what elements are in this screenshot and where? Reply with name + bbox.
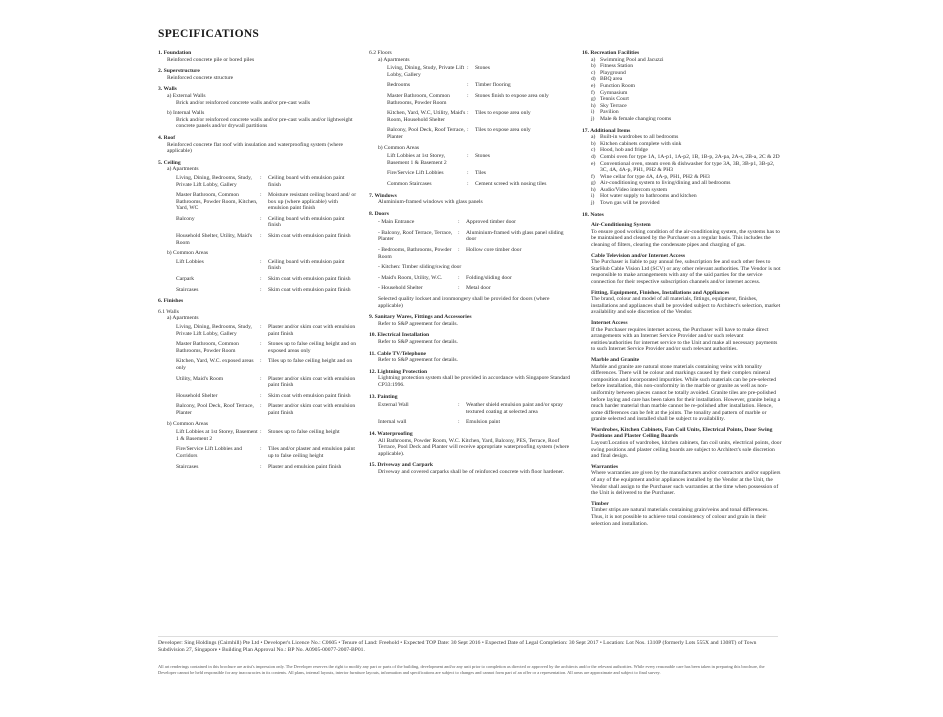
colon-separator: : (260, 324, 262, 330)
section-electrical (369, 332, 574, 345)
note-text: Layout/Location of wardrobes, kitchen cabinets, fan coil units, electrical points, door swing positions and plaster ceiling boards are subject to Architect's sole discretion and final design. (591, 440, 782, 460)
subsection-heading: b) Common Areas (167, 420, 209, 427)
section-roof (158, 135, 358, 155)
spec-row-label: Balcony, Pool Deck, Roof Terrace, Planter (176, 403, 254, 416)
spec-row-value: Plaster and/or skim coat with emulsion paint finish (268, 403, 356, 416)
subsection-heading: b) Common Areas (167, 250, 209, 257)
section-lightning (369, 369, 574, 389)
colon-separator: : (260, 276, 262, 283)
list-text: Built-in wardrobes to all bedrooms (600, 134, 679, 141)
spec-row-label: - Kitchen: Timber sliding/swing door (378, 264, 462, 271)
list-marker: i) (591, 109, 595, 116)
colon-separator: : (467, 65, 469, 72)
list-item (591, 193, 782, 200)
colon-separator: : (260, 375, 262, 382)
spec-row (176, 341, 358, 354)
section-heading: 6. Finishes (158, 298, 184, 305)
colon-separator: : (467, 170, 469, 177)
spec-row-value: Skim coat with emulsion paint finish (268, 392, 351, 399)
list-text: Kitchen cabinets complete with sink (600, 140, 682, 147)
spec-row-value: Tiles up to false ceiling height and on (268, 358, 353, 365)
section-heading: 18. Notes (582, 211, 604, 218)
section-floors (369, 50, 574, 188)
spec-row-value: Skim coat with emulsion paint finish (268, 233, 351, 240)
list-text: Gymnasium (600, 89, 628, 96)
spec-column-1 (158, 50, 358, 475)
section-walls (158, 86, 358, 130)
section-heading: 11. Cable TV/Telephone (369, 350, 427, 357)
colon-separator: : (260, 215, 262, 222)
notes-list (582, 222, 782, 527)
spec-row-label: Household Shelter, Utility, Maid's Room (176, 233, 253, 246)
spec-row (176, 393, 358, 400)
list-item (591, 187, 782, 194)
note-heading: Air-Conditioning System (591, 222, 651, 229)
spec-row (176, 403, 358, 416)
spec-row-label: Living, Dining, Study, Private Lift Lobby, Gallery (387, 65, 465, 78)
list-text: Pavilion (600, 109, 619, 116)
list-item (591, 76, 782, 83)
list-item (591, 96, 782, 103)
note-text: The brand, colour and model of all materials, fittings, equipment, finishes, installations and appliances shall be provided subject to Architect's selection, market availability and sole discretion of the Vendor. (591, 296, 781, 316)
spec-row (387, 170, 574, 177)
spec-row-value: Tiles and/or plaster and emulsion paint up to false ceiling height (268, 446, 355, 459)
section-ceiling (158, 160, 358, 294)
list-text: BBQ area (600, 76, 623, 83)
note-text: The Purchaser is liable to pay annual fee, subscription fee and such other fees to StarHub Cable Vision Ltd (SCV) or any other relevant authorities. The Vendor is not responsible to make arrangements with any of the said parties for the service connection for their respective subscription channels and/or internet access. (591, 259, 781, 285)
spec-row (176, 276, 358, 283)
colon-separator: : (458, 229, 460, 236)
spec-row (378, 275, 574, 282)
list-item (591, 174, 782, 181)
note-heading: Cable Television and/or Internet Access (591, 252, 686, 259)
page-title: SPECIFICATIONS (158, 28, 260, 40)
colon-separator: : (467, 92, 469, 99)
list-item (591, 161, 782, 174)
list-text: Air-conditioning system to living/dining and all bedrooms (600, 180, 731, 187)
spec-row-label: Staircases (176, 286, 199, 293)
spec-row-value: Ceiling board with emulsion paint finish (268, 174, 345, 188)
colon-separator: : (467, 127, 469, 134)
spec-row-label: Balcony, Pool Deck, Roof Terrace, Planter (387, 127, 465, 140)
spec-row-value: Tiles to expose area only (475, 110, 531, 117)
subsection-heading: b) Internal Walls (167, 110, 205, 117)
section-heading: 3. Walls (158, 86, 177, 93)
spec-row-label: Fire/Service Lift Lobbies and Corridors (176, 446, 243, 459)
list-marker: b) (591, 63, 596, 70)
section-sanitary (369, 314, 574, 327)
spec-row-label: Carpark (176, 276, 195, 283)
note-heading: Fitting, Equipment, Finishes, Installations and Appliances (591, 289, 730, 296)
colon-separator: : (458, 274, 460, 281)
section-doors (369, 211, 574, 310)
colon-separator: : (458, 419, 460, 426)
section-heading: 14. Waterproofing (369, 430, 413, 437)
spec-row (387, 65, 574, 78)
spec-row-label: Lift Lobbies at 1st Storey, Basement 1 & Basement 2 (387, 153, 447, 166)
spec-table (369, 402, 574, 426)
colon-separator: : (260, 429, 262, 436)
spec-row (176, 259, 358, 272)
colon-separator: : (260, 446, 262, 453)
section-foundation (158, 50, 358, 63)
list-text: Fitness Station (600, 63, 634, 70)
spec-row (176, 376, 358, 389)
spec-row-label: Lift Lobbies (176, 258, 204, 265)
list-item (591, 134, 782, 141)
list-item (591, 57, 782, 64)
colon-separator: : (458, 219, 460, 226)
item-list (582, 57, 782, 123)
spec-row-value: Moisture resistant ceiling board and/ or box up (where applicable) with emulsion paint finish (268, 192, 357, 212)
note-text: Where warranties are given by the manufacturers and/or contractors and/or suppliers of any of the equipment and/or appliances installed by the Vendor at the Unit, the Vendor shall assign to the Purchaser such warranties at the time when possession of the Unit is delivered to the Purchaser. (591, 470, 781, 497)
spec-row-label: - Maid's Room, Utility, W.C. (378, 274, 443, 281)
spec-row-label: Master Bathroom, Common Bathrooms, Powder Room, Kitchen, Yard, WC (176, 192, 258, 212)
section-heading: 7. Windows (369, 192, 397, 199)
note-text: Timber strips are natural materials containing grain/veins and tonal differences. Thus, it is not possible to achieve total consistency of colour and grain in their selection and installation. (591, 507, 769, 527)
list-item (591, 147, 782, 154)
list-item (591, 109, 782, 116)
section-additional-items (582, 128, 782, 207)
spec-row-value: Approved timber door (466, 219, 517, 226)
colon-separator: : (260, 392, 262, 399)
subsection-heading: a) External Walls (167, 92, 206, 99)
spec-row-label: Common Staircases (387, 180, 432, 187)
section-heading: 16. Recreation Facilities (582, 50, 640, 56)
section-text: Refer to S&P agreement for details. (378, 339, 458, 345)
colon-separator: : (467, 180, 469, 187)
spec-row (176, 216, 358, 229)
list-marker: h) (591, 186, 596, 193)
spec-row-label: Staircases (176, 463, 199, 470)
spec-column-2 (369, 50, 574, 481)
spec-row-value: Ceiling board with emulsion paint finish (268, 258, 345, 272)
colon-separator: : (260, 463, 262, 470)
spec-row-label: - Household Shelter (378, 285, 423, 292)
list-text: Function Room (600, 82, 635, 89)
spec-column-3 (582, 50, 782, 532)
spec-row-value: Hollow core timber door (466, 247, 522, 254)
spec-row-label: Internal wall (378, 419, 407, 426)
section-finishes (158, 298, 358, 470)
colon-separator: : (467, 153, 469, 160)
spec-row (176, 429, 358, 442)
spec-table (369, 153, 574, 187)
list-item (591, 103, 782, 110)
subsection-heading: a) Apartments (167, 166, 199, 173)
section-cable-tv (369, 351, 574, 364)
spec-row (387, 82, 574, 89)
note-text: If the Purchaser requires internet access, the Purchaser will have to make direct arrangements with an Internet Service Provider and/or such relevant entities/authorities for internet service to the Unit and make all necessary payments to such Internet Service Provider and/or such relevant authorities. (591, 326, 778, 353)
spec-row-value: Timber flooring (475, 82, 511, 89)
list-item (591, 200, 782, 207)
list-text: Audio/Video intercom system (600, 186, 668, 193)
section-heading: 4. Roof (158, 134, 176, 141)
section-waterproofing (369, 431, 574, 457)
list-item (591, 154, 782, 161)
list-marker: a) (591, 134, 596, 141)
spec-row-label: Utility, Maid's Room (176, 375, 224, 382)
section-text: Driveway and covered carparks shall be of reinforced concrete with floor hardener. (378, 468, 565, 475)
list-text: Tennis Court (600, 96, 629, 103)
spec-row-value: Tiles (475, 170, 486, 177)
list-marker: e) (591, 160, 596, 167)
section-heading: 9. Sanitary Wares, Fittings and Accessories (369, 314, 472, 321)
colon-separator: : (260, 403, 262, 410)
spec-row (176, 192, 358, 212)
list-marker: f) (591, 173, 595, 180)
spec-row-value: Plaster and/or skim coat with emulsion paint finish (268, 324, 356, 337)
list-marker: g) (591, 96, 596, 103)
spec-row-value: Cement screed with nosing tiles (475, 180, 547, 187)
colon-separator: : (458, 285, 460, 292)
spec-row-label: - Balcony, Roof Terrace, Terrace, Planter (378, 229, 453, 243)
section-text: Reinforced concrete structure (167, 74, 234, 81)
spec-row-value: Folding/sliding door (466, 274, 512, 281)
spec-row-value: Stones (475, 153, 490, 160)
list-text: Hot water supply to bathrooms and kitchen (600, 193, 697, 200)
subsection-heading: a) Apartments (167, 315, 199, 322)
spec-row-value: Stones (475, 65, 490, 72)
section-text: Reinforced concrete flat roof with insulation and waterproofing system (where applicable) (167, 141, 343, 155)
developer-info: Developer: Sing Holdings (Cairnhill) Pte Ltd • Developer's Licence No.: C0605 • Tenure of Land: Freehold • Expected TOP Date: 30 Sept 2016 • Expected Date of Legal Completion: 30 Sept 2017 • Location: Lot Nos. 1310P (formerly Lots 555X and 1308T) of Town Subdivision 27, Singapore • Building Plan Approval No.: BP No. A0905-00077-2007-BP01. (158, 640, 757, 653)
spec-row-value: Tiles to expose area only (475, 127, 531, 134)
spec-table (369, 65, 574, 140)
spec-row (378, 419, 574, 426)
section-driveway (369, 462, 574, 475)
list-marker: a) (591, 56, 596, 63)
spec-row (378, 219, 574, 226)
section-heading: 1. Foundation (158, 50, 192, 56)
section-painting (369, 394, 574, 426)
spec-row (387, 110, 574, 123)
spec-row (387, 181, 574, 188)
spec-row (378, 402, 574, 415)
list-marker: g) (591, 180, 596, 187)
note-heading: Marble and Granite (591, 356, 640, 363)
list-text: Conventional oven, steam oven & dishwasher for type 3A, 3B, 3B-p1, 3B-p2, 3C, 4A, 4A-p, PH1, PH2 & PH3 (600, 160, 775, 174)
list-text: Playground (600, 69, 626, 76)
list-text: Male & female changing rooms (600, 115, 672, 122)
spec-row-label: Kitchen, Yard, W.C. exposed areas only (176, 358, 254, 371)
list-marker: f) (591, 89, 595, 96)
section-text: Lightning protection system shall be provided in accordance with Singapore Standard CP33:1996. (378, 375, 571, 388)
item-list (582, 134, 782, 207)
spec-row-value: Plaster and emulsion paint finish (268, 463, 342, 470)
section-heading: 12. Lightning Protection (369, 368, 428, 375)
list-text: Town gas will be provided (600, 200, 660, 207)
list-text: Hood, hob and fridge (600, 147, 648, 154)
list-text: Combi oven for type 1A, 1A-p1, 1A-p2, 1B, 1B-p, 2A-pa, 2A-s, 2B-a, 2C & 2D (600, 153, 780, 160)
footer-divider (158, 636, 778, 637)
spec-row-label: Kitchen, Yard, W.C, Utility, Maid's Room, Household Shelter (387, 110, 466, 123)
spec-row-value: Stones finish to expose area only (475, 92, 549, 99)
list-text: Swimming Pool and Jacuzzi (600, 56, 664, 63)
spec-row (378, 264, 574, 271)
section-text: Brick and/or reinforced concrete walls and/or pre-cast walls (176, 99, 311, 106)
list-item (591, 180, 782, 187)
list-text: Sky Terrace (600, 102, 627, 109)
spec-row (176, 175, 358, 188)
section-recreation (582, 50, 782, 123)
spec-row (387, 153, 574, 166)
section-text: Refer to S&P agreement for details. (378, 320, 458, 327)
colon-separator: : (260, 233, 262, 240)
colon-separator: : (467, 82, 469, 89)
colon-separator: : (260, 258, 262, 265)
spec-row (176, 233, 358, 246)
spec-table (158, 259, 358, 293)
spec-row-label: Fire/Service Lift Lobbies (387, 170, 444, 177)
colon-separator: : (458, 402, 460, 409)
spec-row (176, 287, 358, 294)
list-marker: h) (591, 102, 596, 109)
note-text: Marble and granite are natural stone materials containing veins with tonality differences. There will be colour and markings caused by their complex mineral composition and incorporated impurities. While such materials can be pre-selected before installation, this non-conformity in the marble or granite as well as non-uniformity between pieces cannot be totally avoided. Granite tiles are pre-polished before laying and care has been taken for their installation. However, granite being a much harder material than marble cannot be re-polished after installation. Hence, some differences can be felt at the joints. The tonality and pattern of marble or granite selected and installed shall be subject to availability. (591, 363, 781, 423)
list-marker: d) (591, 76, 596, 83)
note-heading: Timber (591, 500, 609, 507)
spec-row-label: Master Bathroom, Common Bathrooms, Powder Room (176, 341, 239, 354)
section-heading: 13. Painting (369, 393, 398, 400)
spec-table (158, 175, 358, 246)
spec-row (176, 358, 358, 371)
spec-row (176, 464, 358, 471)
list-marker: e) (591, 82, 596, 89)
section-text: Brick and/or reinforced concrete walls and/or pre-cast walls and/or lightweight concrete panels and/or drywall partitions (176, 116, 353, 130)
note-heading: Internet Access (591, 319, 628, 326)
spec-row-value: Plaster and/or skim coat with emulsion paint finish (268, 375, 356, 389)
colon-separator: : (260, 192, 262, 199)
spec-row (378, 230, 574, 243)
disclaimer: All art renderings contained in this brochure are artist's impression only. The Developer reserves the right to modify any part or parts of the building, development and/or any unit prior to completion as directed or approved by the architects and/or the relevant authorities. While every reasonable care has been taken in preparing this brochure, the Developer cannot be held responsible for any inaccuracies in its contents. All plans, internal layouts, interior furniture layouts, information and specifications are subject to changes and cannot form part of an offer or a representation. All areas are approximate and subject to final survey. (158, 664, 765, 675)
section-text: Aluminium-framed windows with glass panels (378, 199, 483, 206)
spec-row-label: External Wall (378, 402, 409, 409)
spec-row-label: - Main Entrance (378, 219, 415, 226)
section-windows (369, 193, 574, 206)
colon-separator: : (458, 247, 460, 254)
list-marker: j) (591, 115, 595, 122)
spec-row-value: Ceiling board with emulsion paint finish (268, 215, 345, 229)
spec-row (387, 127, 574, 140)
spec-table (158, 324, 358, 417)
section-text: Reinforced concrete pile or bored piles (167, 56, 255, 63)
spec-row (176, 324, 358, 337)
subsection-heading: a) Apartments (378, 56, 410, 63)
note-heading: Wardrobes, Kitchen Cabinets, Fan Coil Units, Electrical Points, Door Swing Positions and Plaster Ceiling Boards (591, 426, 773, 440)
note-heading: Warranties (591, 463, 619, 470)
colon-separator: : (260, 174, 262, 181)
list-marker: d) (591, 153, 596, 160)
section-heading: 8. Doors (369, 210, 389, 217)
list-item (591, 70, 782, 77)
note-text: To ensure good working condition of the air-conditioning system, the systems has to be maintained and cleaned by the Purchaser on a regular basis. This includes the cleaning of filters, clearing the condensate pipes and charging of gas. (591, 228, 780, 249)
spec-row-label: Living, Dining, Bedrooms, Study, Private Lift Lobby, Gallery (176, 324, 252, 337)
section-notes (582, 212, 782, 528)
spec-table (369, 219, 574, 292)
spec-row-label: Lift Lobbies at 1st Storey, Basement 1 & Basement 2 (176, 429, 258, 442)
colon-separator: : (260, 341, 262, 348)
list-item (591, 63, 782, 70)
spec-table (158, 429, 358, 470)
spec-row-label: Balcony (176, 215, 195, 222)
section-text: Selected quality lockset and ironmongery shall be provided for doors (where applicable) (378, 296, 550, 309)
section-heading: 15. Driveway and Carpark (369, 462, 434, 469)
spec-row-value: Aluminium-framed with glass panel sliding door (466, 229, 564, 243)
spec-row-label: - Bedrooms, Bathrooms, Powder Room (378, 247, 452, 260)
colon-separator: : (260, 358, 262, 365)
section-heading: 5. Ceiling (158, 159, 181, 166)
list-item (591, 116, 782, 123)
spec-row-value: Stones up to false ceiling height (268, 429, 340, 436)
subsection-heading: 6.1 Walls (158, 308, 179, 315)
list-marker: c) (591, 69, 596, 76)
list-text: Wine cellar for type 4A, 4A-p, PH1, PH2 & PH3 (600, 173, 710, 180)
spec-row-value: Skim coat with emulsion paint finish (268, 276, 351, 283)
list-item (591, 90, 782, 97)
list-marker: b) (591, 140, 596, 147)
list-marker: j) (591, 200, 595, 207)
spec-row-label: Master Bathroom, Common Bathrooms, Powder Room (387, 92, 450, 106)
colon-separator: : (260, 286, 262, 293)
spec-row-label: Household Shelter (176, 392, 218, 399)
section-text: All Bathrooms, Powder Room, W.C. Kitchen, Yard, Balcony, PES, Terrace, Roof Terrace, Pool Deck and Planter will receive appropriate waterproofing system (where applicable). (378, 437, 570, 457)
spec-row (387, 93, 574, 106)
spec-row-value: Skim coat with emulsion paint finish (268, 286, 351, 293)
colon-separator: : (467, 110, 469, 117)
spec-row-value: Stones up to false ceiling height and on exposed areas only (268, 341, 357, 354)
section-superstructure (158, 68, 358, 81)
spec-row-label: Living, Dining, Bedrooms, Study, Private Lift Lobby, Gallery (176, 174, 252, 188)
list-marker: c) (591, 147, 596, 154)
list-marker: i) (591, 193, 595, 200)
list-item (591, 83, 782, 90)
section-heading: 17. Additional Items (582, 127, 631, 134)
spec-row-value: Emulsion paint (466, 419, 501, 426)
spec-row-value: Metal door (466, 285, 491, 292)
spec-row (378, 247, 574, 260)
spec-row-label: Bedrooms (387, 82, 410, 89)
subsection-heading: 6.2 Floors (369, 50, 392, 56)
subsection-heading: b) Common Areas (378, 144, 420, 151)
spec-row (378, 285, 574, 292)
section-heading: 10. Electrical Installation (369, 332, 430, 339)
spec-row-value: Weather shield emulsion paint and/or spray textured coating at selected area (466, 402, 563, 415)
spec-row (176, 446, 358, 459)
section-heading: 2. Superstructure (158, 68, 200, 75)
section-text: Refer to S&P agreement for details. (378, 357, 458, 364)
